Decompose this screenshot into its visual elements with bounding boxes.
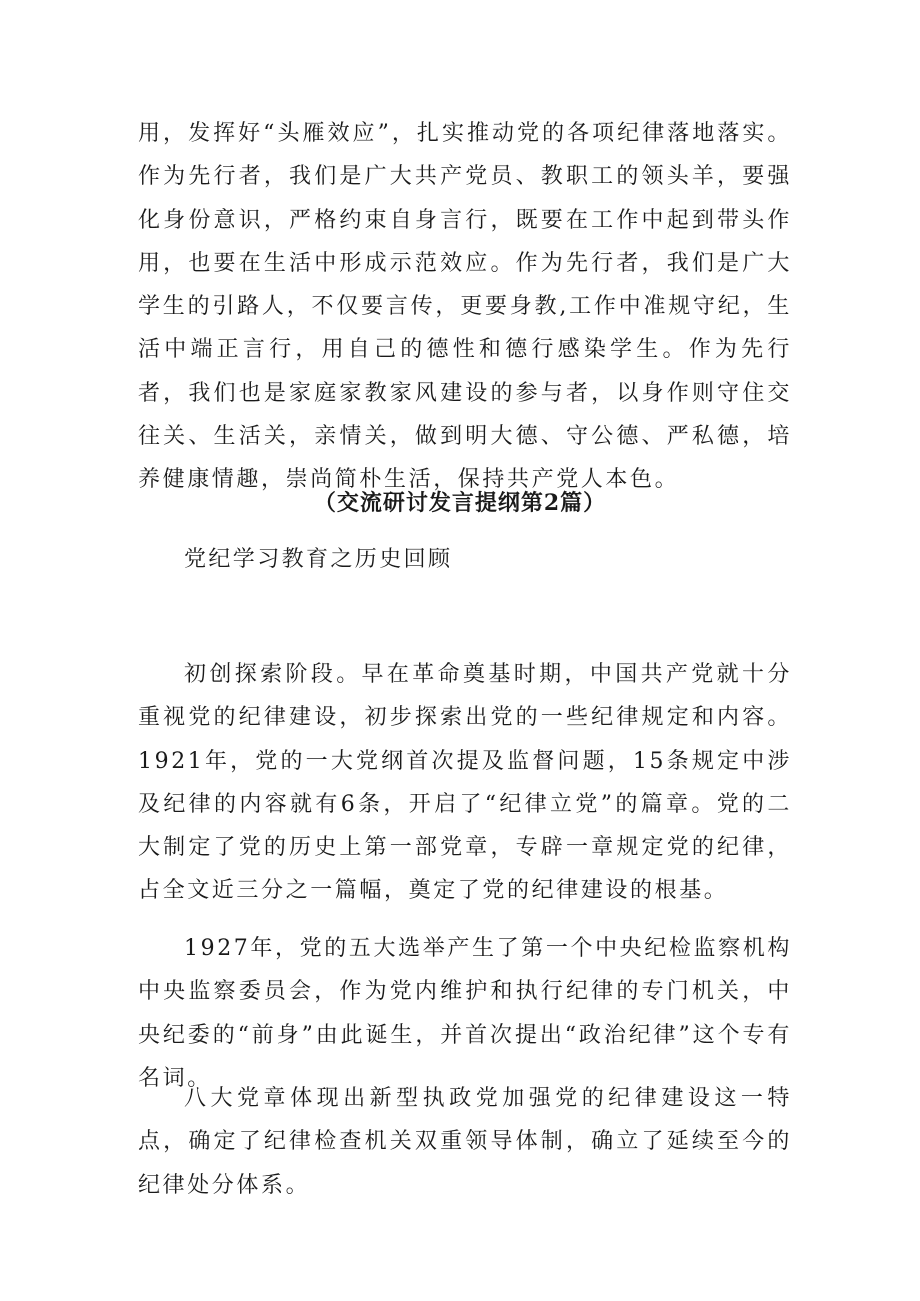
body-paragraph-continuation: 用，发挥好“头雁效应”，扎实推动党的各项纪律落地落实。作为先行者，我们是广大共产党员、教职工的领头羊，要强化身份意识，严格约束自身言行，既要在工作中起到带头作用，也要在生活中形成示范效应。作为先行者，我们是广大学生的引路人，不仅要言传，更要身教,工作中准规守纪，生活中端正言行，用自己的德性和德行感染学生。作为先行者，我们也是家庭家教家风建设的参与者，以身作则守住交往关、生活关，亲情关，做到明大德、守公德、严私德，培养健康情趣，崇尚简朴生活，保持共产党人本色。: [138, 121, 792, 493]
body-paragraph-founding-stage: 初创探索阶段。早在革命奠基时期，中国共产党就十分重视党的纪律建设，初步探索出党的一些纪律规定和内容。1921年，党的一大党纲首次提及监督问题，15条规定中涉及纪律的内容就有6条，开启了“纪律立党”的篇章。党的二大制定了党的历史上第一部党章，专辟一章规定党的纪律，占全文近三分之一篇幅，奠定了党的纪律建设的根基。: [138, 662, 792, 904]
section-heading: （交流研讨发言提纲第2篇）: [313, 490, 607, 516]
section-subtitle: 党纪学习教育之历史回顾: [184, 547, 453, 572]
body-paragraph-eighth-congress: 八大党章体现出新型执政党加强党的纪律建设这一特点，确定了纪律检查机关双重领导体制，确立了延续至今的纪律处分体系。: [138, 1086, 792, 1198]
body-paragraph-1927: 1927年，党的五大选举产生了第一个中央纪检监察机构 中央监察委员会，作为党内维护和执行纪律的专门机关，中央纪委的“前身”由此诞生，并首次提出“政治纪律”这个专有名词。: [138, 936, 842, 1091]
